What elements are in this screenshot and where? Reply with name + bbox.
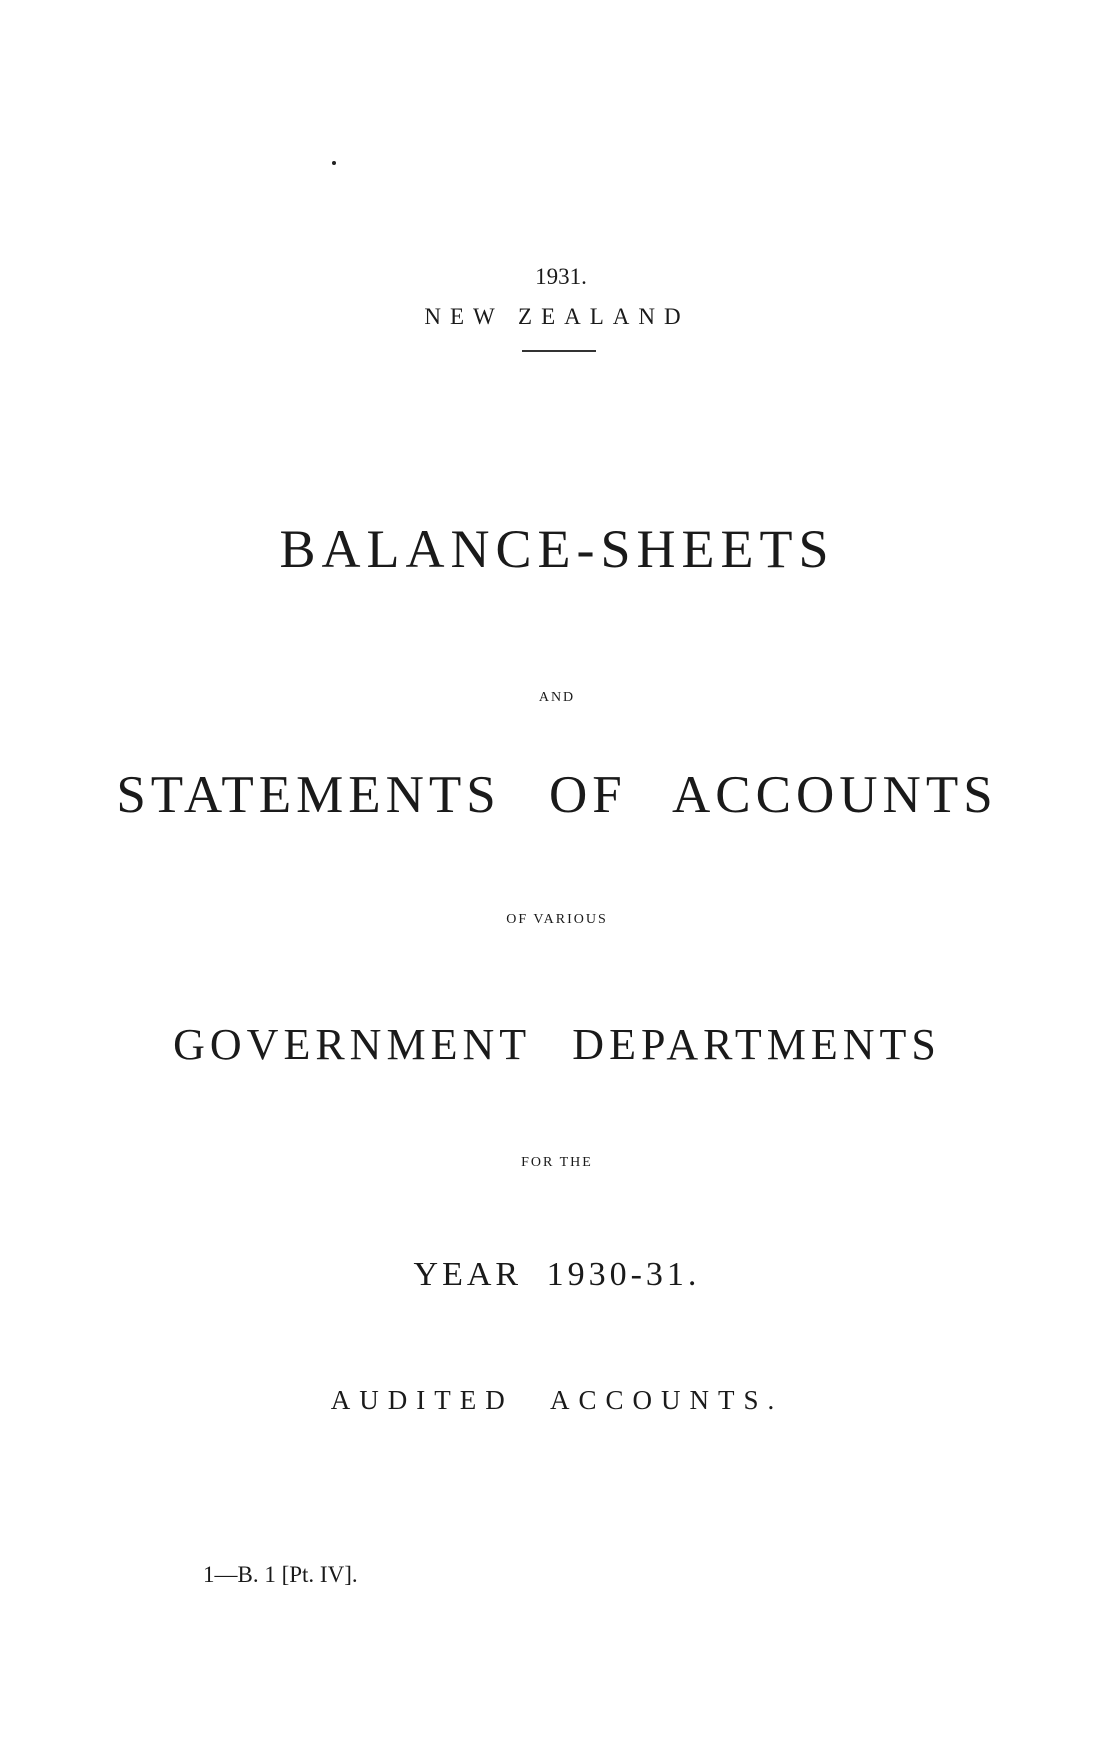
title-statements-of-accounts: STATEMENTS OF ACCOUNTS bbox=[116, 766, 998, 824]
header-rule bbox=[522, 350, 596, 352]
document-reference: 1—B. 1 [Pt. IV]. bbox=[203, 1562, 358, 1587]
audited-accounts-subtitle: AUDITED ACCOUNTS. bbox=[330, 1385, 784, 1415]
title-balance-sheets: BALANCE-SHEETS bbox=[279, 519, 835, 579]
title-connector-for-the: FOR THE bbox=[521, 1155, 593, 1170]
print-speck bbox=[332, 161, 336, 165]
country-heading: NEW ZEALAND bbox=[424, 304, 690, 329]
title-year: YEAR 1930-31. bbox=[413, 1256, 701, 1293]
title-connector-of-various: OF VARIOUS bbox=[506, 912, 608, 927]
title-government-departments: GOVERNMENT DEPARTMENTS bbox=[173, 1020, 941, 1069]
publication-year: 1931. bbox=[535, 264, 587, 289]
title-connector-and: AND bbox=[538, 690, 576, 705]
